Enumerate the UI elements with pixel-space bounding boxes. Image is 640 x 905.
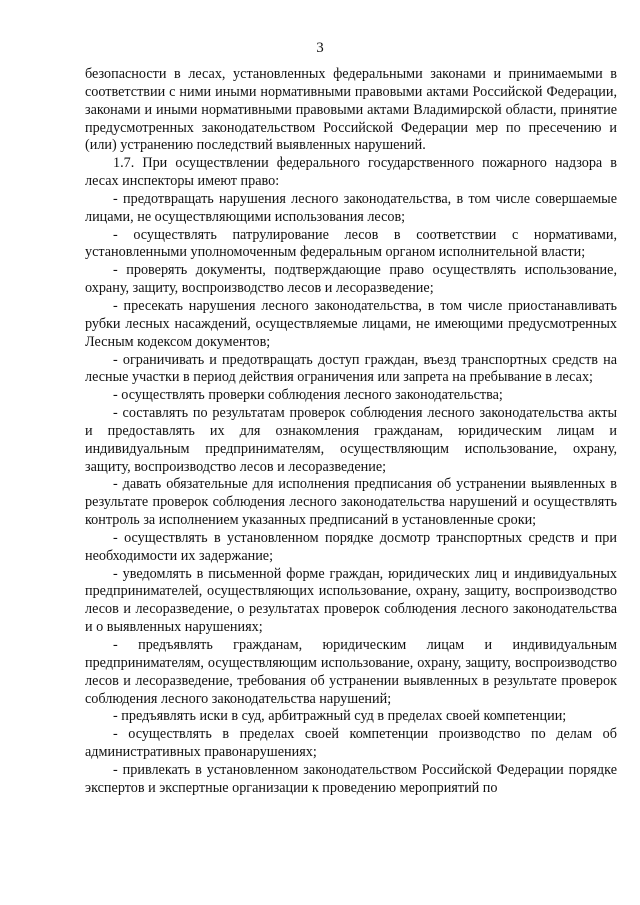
paragraph-continuation: безопасности в лесах, установленных федеральными законами и принимаемыми в соответствии с ними иными нормативными правовыми актами Российской Федерации, законами и иными нормативными правовыми актами Владимирской области, принятие предусмотренных законодательством Российской Федерации мер по пресечению и (или) устранению последствий выявленных нарушений. [85, 66, 617, 154]
document-body [85, 66, 617, 798]
list-item: - осуществлять патрулирование лесов в соответствии с нормативами, установленными уполномоченным федеральным органом исполнительной власти; [85, 226, 617, 261]
list-item: - составлять по результатам проверок соблюдения лесного законодательства акты и предоставлять их для ознакомления гражданам, юридическим лицам и индивидуальным предпринимателям, осуществляющим использование, охрану, защиту, воспроизводство лесов и лесоразведение; [85, 405, 617, 475]
list-item: - привлекать в установленном законодательством Российской Федерации порядке экспертов и экспертные организации к проведению мероприятий по [85, 761, 617, 796]
paragraph-section-1-7: 1.7. При осуществлении федерального государственного пожарного надзора в лесах инспекторы имеют право: [85, 155, 617, 190]
page-number: 3 [316, 40, 324, 56]
list-item: - пресекать нарушения лесного законодательства, в том числе приостанавливать рубки лесных насаждений, осуществляемые лицами, не имеющими предусмотренных Лесным кодексом документов; [85, 297, 617, 350]
list-item: - предотвращать нарушения лесного законодательства, в том числе совершаемые лицами, не осуществляющими использования лесов; [85, 190, 617, 225]
list-item: - предъявлять гражданам, юридическим лицам и индивидуальным предпринимателям, осуществляющим использование, охрану, защиту, воспроизводство лесов и лесоразведение, требования об устранении выявленных в результате проверок соблюдения лесного законодательства нарушений; [85, 637, 617, 707]
list-item: - осуществлять в пределах своей компетенции производство по делам об административных правонарушениях; [85, 726, 617, 761]
list-item: - осуществлять проверки соблюдения лесного законодательства; [113, 387, 503, 404]
list-item: - уведомлять в письменной форме граждан, юридических лиц и индивидуальных предпринимателей, осуществляющих использование, охрану, защиту, воспроизводство лесов и лесоразведение, о результатах проверок соблюдения лесного законодательства и о выявленных нарушениях; [85, 565, 617, 636]
list-item: - проверять документы, подтверждающие право осуществлять использование, охрану, защиту, воспроизводство лесов и лесоразведение; [85, 262, 617, 297]
list-item: - предъявлять иски в суд, арбитражный суд в пределах своей компетенции; [113, 708, 567, 725]
list-item: - ограничивать и предотвращать доступ граждан, въезд транспортных средств на лесные участки в период действия ограничения или запрета на пребывание в лесах; [85, 351, 617, 386]
list-item: - осуществлять в установленном порядке досмотр транспортных средств и при необходимости их задержание; [85, 529, 617, 564]
list-item: - давать обязательные для исполнения предписания об устранении выявленных в результате проверок соблюдения лесного законодательства нарушений и осуществлять контроль за исполнением указанных предписаний в установленные сроки; [85, 476, 617, 529]
